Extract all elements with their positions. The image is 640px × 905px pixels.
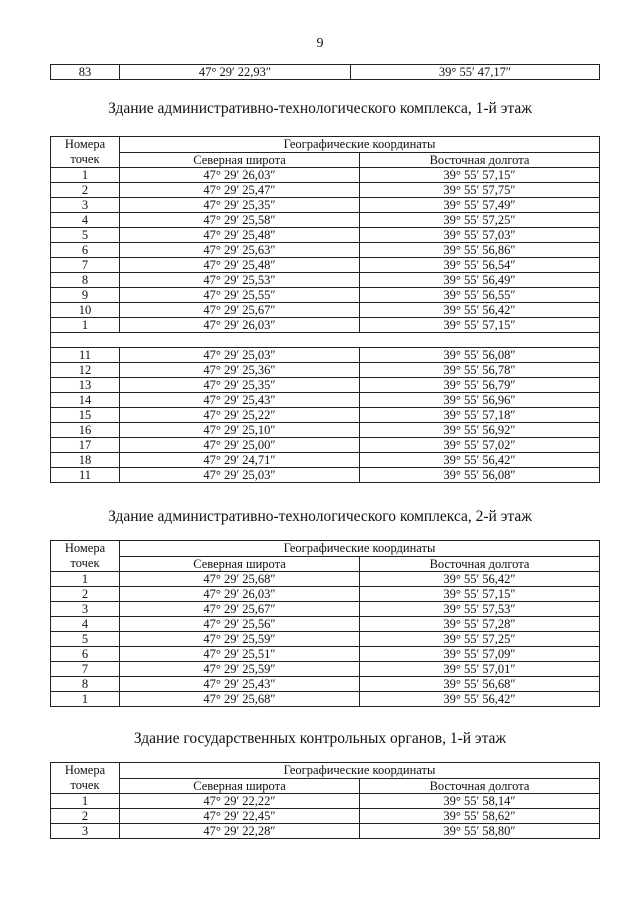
points-header — [51, 541, 120, 572]
latitude-header: Северная широта — [120, 556, 360, 572]
longitude-cell: 39° 55′ 56,42″ — [360, 572, 600, 587]
latitude-cell: 47° 29′ 25,43″ — [120, 393, 360, 408]
longitude-cell: 39° 55′ 58,80″ — [360, 824, 600, 839]
latitude-cell: 47° 29′ 25,56″ — [120, 617, 360, 632]
table-row — [51, 348, 600, 363]
point-number: 18 — [51, 453, 120, 468]
latitude-cell: 47° 29′ 25,47″ — [120, 183, 360, 198]
point-number: 3 — [51, 602, 120, 617]
latitude-cell: 47° 29′ 25,59″ — [120, 632, 360, 647]
longitude-cell: 39° 55′ 56,68″ — [360, 677, 600, 692]
longitude-cell: 39° 55′ 47,17″ — [351, 65, 600, 80]
geo-coordinates-header: Географические координаты — [120, 137, 600, 153]
point-number: 83 — [51, 65, 120, 80]
longitude-cell: 39° 55′ 56,96″ — [360, 393, 600, 408]
longitude-cell: 39° 55′ 57,15″ — [360, 587, 600, 602]
point-number: 9 — [51, 288, 120, 303]
point-number: 5 — [51, 228, 120, 243]
longitude-cell: 39° 55′ 57,15″ — [360, 318, 600, 333]
table-row — [51, 692, 600, 707]
points-header-line2: точек — [70, 778, 100, 792]
latitude-cell: 47° 29′ 25,22″ — [120, 408, 360, 423]
point-number: 7 — [51, 258, 120, 273]
point-number: 3 — [51, 824, 120, 839]
table-row — [51, 213, 600, 228]
latitude-cell: 47° 29′ 25,67″ — [120, 303, 360, 318]
latitude-header: Северная широта — [120, 152, 360, 168]
point-number: 12 — [51, 363, 120, 378]
point-number: 6 — [51, 243, 120, 258]
table-row — [51, 228, 600, 243]
table-row — [51, 632, 600, 647]
latitude-cell: 47° 29′ 25,00″ — [120, 438, 360, 453]
longitude-cell: 39° 55′ 56,86″ — [360, 243, 600, 258]
point-number: 1 — [51, 168, 120, 183]
table-row — [51, 243, 600, 258]
table-header-row — [51, 763, 600, 779]
table-body — [51, 168, 600, 483]
table-row — [51, 647, 600, 662]
point-number: 1 — [51, 692, 120, 707]
point-number: 15 — [51, 408, 120, 423]
point-number: 2 — [51, 183, 120, 198]
latitude-cell: 47° 29′ 25,43″ — [120, 677, 360, 692]
longitude-cell: 39° 55′ 57,25″ — [360, 632, 600, 647]
points-header-line2: точек — [70, 152, 100, 166]
point-number: 13 — [51, 378, 120, 393]
longitude-cell: 39° 55′ 56,54″ — [360, 258, 600, 273]
latitude-cell: 47° 29′ 25,03″ — [120, 348, 360, 363]
geo-coordinates-header: Географические координаты — [120, 541, 600, 557]
longitude-header: Восточная долгота — [360, 556, 600, 572]
geo-coordinates-header: Географические координаты — [120, 763, 600, 779]
point-number: 16 — [51, 423, 120, 438]
longitude-cell: 39° 55′ 56,78″ — [360, 363, 600, 378]
section-title: Здание административно-технологического комплекса, 2-й этаж — [108, 508, 532, 525]
page-number: 9 — [316, 36, 324, 51]
table-row — [51, 587, 600, 602]
point-number: 8 — [51, 677, 120, 692]
latitude-cell: 47° 29′ 25,59″ — [120, 662, 360, 677]
section-title: Здание административно-технологического комплекса, 1-й этаж — [108, 100, 532, 117]
point-number: 14 — [51, 393, 120, 408]
latitude-cell: 47° 29′ 24,71″ — [120, 453, 360, 468]
longitude-cell: 39° 55′ 57,03″ — [360, 228, 600, 243]
table-row — [51, 468, 600, 483]
latitude-cell: 47° 29′ 25,03″ — [120, 468, 360, 483]
table-row — [51, 288, 600, 303]
longitude-cell: 39° 55′ 56,49″ — [360, 273, 600, 288]
latitude-cell: 47° 29′ 22,28″ — [120, 824, 360, 839]
longitude-cell: 39° 55′ 56,42″ — [360, 453, 600, 468]
point-number: 4 — [51, 617, 120, 632]
latitude-cell: 47° 29′ 25,63″ — [120, 243, 360, 258]
table-row — [51, 809, 600, 824]
table-row — [51, 408, 600, 423]
longitude-cell: 39° 55′ 57,18″ — [360, 408, 600, 423]
table-gap-row — [51, 333, 600, 348]
latitude-cell: 47° 29′ 25,48″ — [120, 228, 360, 243]
table-row — [51, 453, 600, 468]
table-header-row — [51, 556, 600, 572]
longitude-cell: 39° 55′ 58,62″ — [360, 809, 600, 824]
table-row — [51, 273, 600, 288]
table-row — [51, 183, 600, 198]
table-row — [51, 438, 600, 453]
point-number: 2 — [51, 587, 120, 602]
point-number: 17 — [51, 438, 120, 453]
latitude-cell: 47° 29′ 22,45″ — [120, 809, 360, 824]
latitude-cell: 47° 29′ 25,35″ — [120, 198, 360, 213]
longitude-cell: 39° 55′ 56,42″ — [360, 303, 600, 318]
points-header-line1: Номера — [64, 541, 106, 555]
longitude-cell: 39° 55′ 58,14″ — [360, 794, 600, 809]
latitude-cell: 47° 29′ 25,36″ — [120, 363, 360, 378]
latitude-cell: 47° 29′ 26,03″ — [120, 587, 360, 602]
table-header-row — [51, 541, 600, 557]
latitude-header: Северная широта — [120, 778, 360, 794]
longitude-cell: 39° 55′ 57,15″ — [360, 168, 600, 183]
latitude-cell: 47° 29′ 25,67″ — [120, 602, 360, 617]
table-row — [51, 824, 600, 839]
longitude-header: Восточная долгота — [360, 778, 600, 794]
table-row — [51, 423, 600, 438]
longitude-cell: 39° 55′ 56,92″ — [360, 423, 600, 438]
point-number: 1 — [51, 318, 120, 333]
continuation-table — [50, 64, 600, 80]
latitude-cell: 47° 29′ 25,10″ — [120, 423, 360, 438]
point-number: 1 — [51, 572, 120, 587]
points-header-line1: Номера — [64, 137, 106, 151]
latitude-cell: 47° 29′ 26,03″ — [120, 318, 360, 333]
table-row — [51, 303, 600, 318]
longitude-header: Восточная долгота — [360, 152, 600, 168]
table-row — [51, 198, 600, 213]
latitude-cell: 47° 29′ 22,22″ — [120, 794, 360, 809]
points-header — [51, 137, 120, 168]
point-number: 3 — [51, 198, 120, 213]
points-header — [51, 763, 120, 794]
longitude-cell: 39° 55′ 57,25″ — [360, 213, 600, 228]
longitude-cell: 39° 55′ 56,55″ — [360, 288, 600, 303]
latitude-cell: 47° 29′ 22,93″ — [120, 65, 351, 80]
coordinates-table — [50, 136, 600, 483]
points-header-line2: точек — [70, 556, 100, 570]
latitude-cell: 47° 29′ 25,58″ — [120, 213, 360, 228]
table-row — [51, 258, 600, 273]
latitude-cell: 47° 29′ 25,68″ — [120, 692, 360, 707]
table-row — [51, 794, 600, 809]
table-row — [51, 363, 600, 378]
longitude-cell: 39° 55′ 57,01″ — [360, 662, 600, 677]
latitude-cell: 47° 29′ 25,48″ — [120, 258, 360, 273]
table-header-row — [51, 152, 600, 168]
coordinates-table — [50, 540, 600, 707]
longitude-cell: 39° 55′ 57,49″ — [360, 198, 600, 213]
longitude-cell: 39° 55′ 57,75″ — [360, 183, 600, 198]
table-header-row — [51, 778, 600, 794]
point-number: 11 — [51, 348, 120, 363]
point-number: 1 — [51, 794, 120, 809]
gap-cell — [51, 333, 600, 348]
table-row — [51, 65, 600, 80]
longitude-cell: 39° 55′ 56,42″ — [360, 692, 600, 707]
point-number: 6 — [51, 647, 120, 662]
point-number: 11 — [51, 468, 120, 483]
table-row — [51, 318, 600, 333]
table-body — [51, 572, 600, 707]
longitude-cell: 39° 55′ 57,53″ — [360, 602, 600, 617]
table-row — [51, 572, 600, 587]
longitude-cell: 39° 55′ 56,08″ — [360, 468, 600, 483]
point-number: 7 — [51, 662, 120, 677]
table-row — [51, 617, 600, 632]
longitude-cell: 39° 55′ 57,02″ — [360, 438, 600, 453]
table-row — [51, 662, 600, 677]
point-number: 4 — [51, 213, 120, 228]
points-header-line1: Номера — [64, 763, 106, 777]
longitude-cell: 39° 55′ 56,79″ — [360, 378, 600, 393]
latitude-cell: 47° 29′ 25,68″ — [120, 572, 360, 587]
latitude-cell: 47° 29′ 25,51″ — [120, 647, 360, 662]
latitude-cell: 47° 29′ 26,03″ — [120, 168, 360, 183]
table-row — [51, 378, 600, 393]
section-title: Здание государственных контрольных органов, 1-й этаж — [133, 730, 507, 747]
table-row — [51, 677, 600, 692]
table-row — [51, 602, 600, 617]
coordinates-table — [50, 762, 600, 839]
table-body — [51, 794, 600, 839]
point-number: 8 — [51, 273, 120, 288]
table-row — [51, 168, 600, 183]
table-row — [51, 393, 600, 408]
latitude-cell: 47° 29′ 25,55″ — [120, 288, 360, 303]
longitude-cell: 39° 55′ 57,28″ — [360, 617, 600, 632]
latitude-cell: 47° 29′ 25,35″ — [120, 378, 360, 393]
longitude-cell: 39° 55′ 57,09″ — [360, 647, 600, 662]
longitude-cell: 39° 55′ 56,08″ — [360, 348, 600, 363]
table-header-row — [51, 137, 600, 153]
point-number: 2 — [51, 809, 120, 824]
point-number: 5 — [51, 632, 120, 647]
latitude-cell: 47° 29′ 25,53″ — [120, 273, 360, 288]
point-number: 10 — [51, 303, 120, 318]
